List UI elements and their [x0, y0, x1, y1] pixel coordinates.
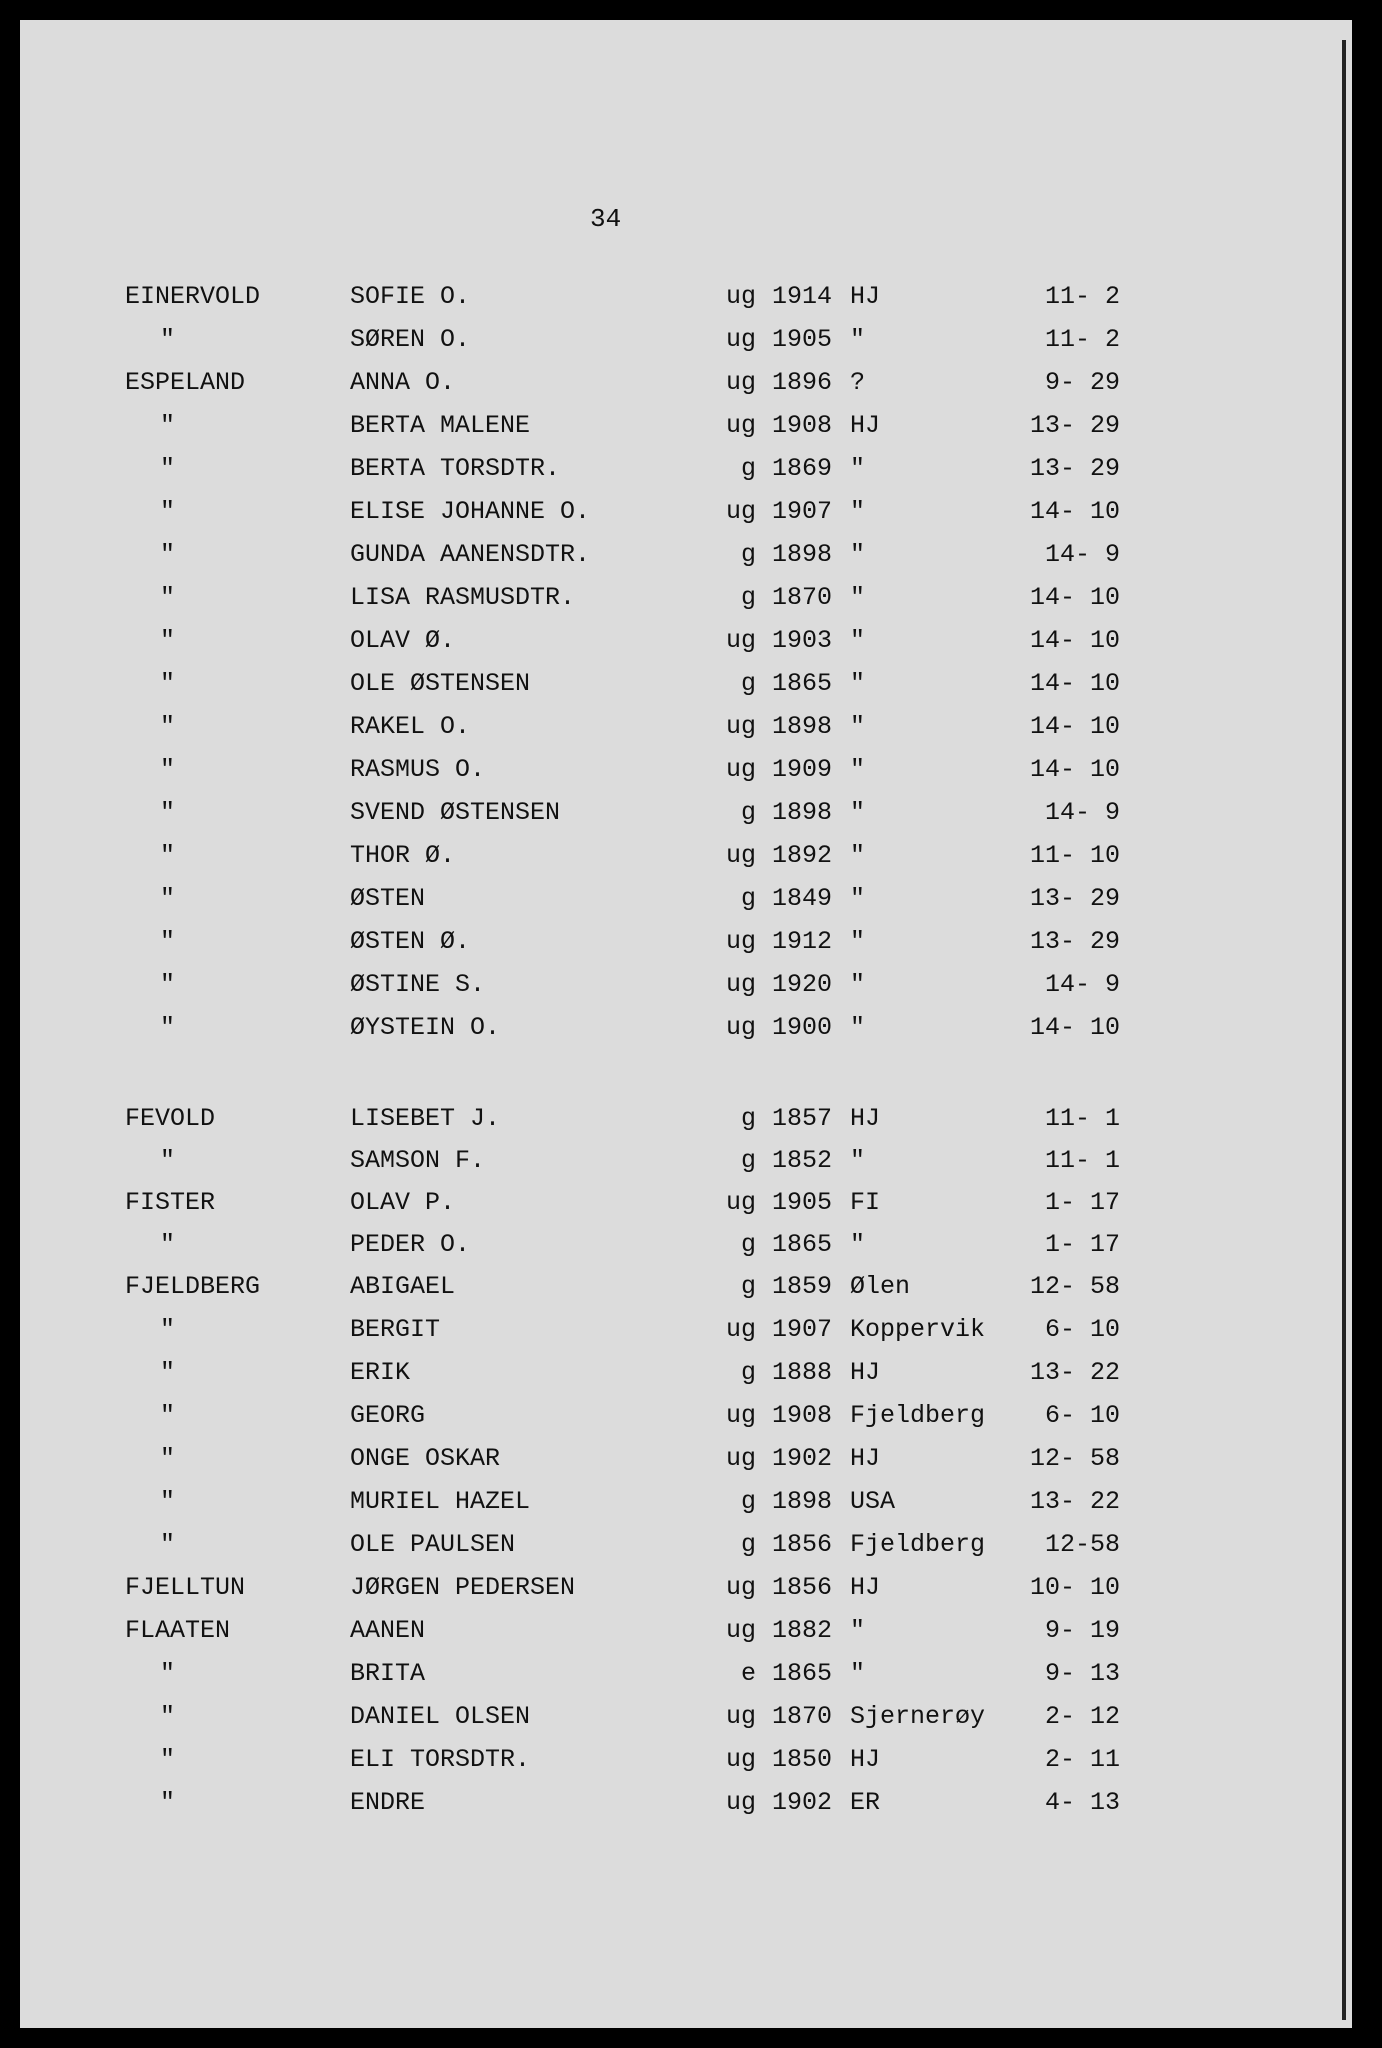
table-row — [20, 368, 1352, 408]
table-row — [20, 1616, 1352, 1656]
category-cell: ug — [725, 626, 756, 655]
place-cell: " — [160, 755, 176, 784]
reference-cell: 11- 2 — [1044, 325, 1120, 354]
year-cell: 1850 — [772, 1745, 833, 1774]
reference-cell: 14- 10 — [1029, 1013, 1120, 1042]
year-cell: 1865 — [772, 1230, 833, 1259]
location-cell: Fjeldberg — [850, 1401, 986, 1430]
location-cell: " — [850, 798, 866, 827]
place-cell: " — [160, 626, 176, 655]
category-cell: g — [740, 583, 756, 612]
reference-cell: 2- 11 — [1044, 1745, 1120, 1774]
category-cell: g — [740, 454, 756, 483]
reference-cell: 13- 29 — [1029, 884, 1120, 913]
location-cell: " — [850, 712, 866, 741]
location-cell: HJ — [850, 1745, 881, 1774]
table-row — [20, 1573, 1352, 1613]
reference-cell: 9- 19 — [1044, 1616, 1120, 1645]
year-cell: 1856 — [772, 1573, 833, 1602]
location-cell: " — [850, 841, 866, 870]
table-row — [20, 626, 1352, 666]
location-cell: HJ — [850, 1104, 881, 1133]
table-row — [20, 1487, 1352, 1527]
table-row — [20, 1745, 1352, 1785]
category-cell: ug — [725, 755, 756, 784]
place-cell: " — [160, 1702, 176, 1731]
table-row — [20, 798, 1352, 838]
name-cell: SOFIE O. — [350, 282, 471, 311]
location-cell: " — [850, 1146, 866, 1175]
reference-cell: 14- 10 — [1029, 497, 1120, 526]
year-cell: 1849 — [772, 884, 833, 913]
place-cell: FJELDBERG — [125, 1272, 261, 1301]
category-cell: g — [740, 884, 756, 913]
document-page — [20, 20, 1352, 2028]
reference-cell: 14- 10 — [1029, 583, 1120, 612]
reference-cell: 9- 29 — [1044, 368, 1120, 397]
table-row — [20, 1401, 1352, 1441]
reference-cell: 4- 13 — [1044, 1788, 1120, 1817]
year-cell: 1898 — [772, 798, 833, 827]
category-cell: ug — [725, 368, 756, 397]
location-cell: " — [850, 454, 866, 483]
year-cell: 1888 — [772, 1358, 833, 1387]
category-cell: g — [740, 1146, 756, 1175]
place-cell: " — [160, 411, 176, 440]
name-cell: SØREN O. — [350, 325, 471, 354]
location-cell: " — [850, 1230, 866, 1259]
place-cell: " — [160, 798, 176, 827]
year-cell: 1898 — [772, 540, 833, 569]
year-cell: 1905 — [772, 325, 833, 354]
location-cell: HJ — [850, 411, 881, 440]
name-cell: ANNA O. — [350, 368, 456, 397]
name-cell: LISA RASMUSDTR. — [350, 583, 576, 612]
year-cell: 1892 — [772, 841, 833, 870]
place-cell: FLAATEN — [125, 1616, 231, 1645]
category-cell: ug — [725, 282, 756, 311]
register-list — [20, 20, 1352, 2028]
year-cell: 1857 — [772, 1104, 833, 1133]
name-cell: SVEND ØSTENSEN — [350, 798, 561, 827]
place-cell: " — [160, 669, 176, 698]
table-row — [20, 1444, 1352, 1484]
name-cell: THOR Ø. — [350, 841, 456, 870]
name-cell: GUNDA AANENSDTR. — [350, 540, 591, 569]
name-cell: OLE PAULSEN — [350, 1530, 516, 1559]
place-cell: " — [160, 884, 176, 913]
table-row — [20, 1230, 1352, 1270]
name-cell: ØYSTEIN O. — [350, 1013, 501, 1042]
category-cell: g — [740, 1272, 756, 1301]
place-cell: " — [160, 1530, 176, 1559]
place-cell: " — [160, 1013, 176, 1042]
table-row — [20, 755, 1352, 795]
category-cell: ug — [725, 1444, 756, 1473]
table-row — [20, 540, 1352, 580]
place-cell: FJELLTUN — [125, 1573, 246, 1602]
location-cell: Koppervik — [850, 1315, 986, 1344]
reference-cell: 11- 10 — [1029, 841, 1120, 870]
location-cell: " — [850, 1616, 866, 1645]
category-cell: g — [740, 669, 756, 698]
location-cell: ER — [850, 1788, 881, 1817]
place-cell: " — [160, 1146, 176, 1175]
name-cell: ELI TORSDTR. — [350, 1745, 531, 1774]
place-cell: " — [160, 841, 176, 870]
reference-cell: 1- 17 — [1044, 1188, 1120, 1217]
table-row — [20, 841, 1352, 881]
location-cell: HJ — [850, 1444, 881, 1473]
category-cell: g — [740, 1487, 756, 1516]
year-cell: 1856 — [772, 1530, 833, 1559]
place-cell: " — [160, 497, 176, 526]
location-cell: " — [850, 755, 866, 784]
year-cell: 1908 — [772, 1401, 833, 1430]
table-row — [20, 669, 1352, 709]
name-cell: LISEBET J. — [350, 1104, 501, 1133]
category-cell: ug — [725, 1573, 756, 1602]
category-cell: ug — [725, 970, 756, 999]
name-cell: RASMUS O. — [350, 755, 486, 784]
name-cell: DANIEL OLSEN — [350, 1702, 531, 1731]
reference-cell: 1- 17 — [1044, 1230, 1120, 1259]
table-row — [20, 411, 1352, 451]
name-cell: GEORG — [350, 1401, 426, 1430]
year-cell: 1903 — [772, 626, 833, 655]
table-row — [20, 282, 1352, 322]
table-row — [20, 1013, 1352, 1053]
place-cell: " — [160, 970, 176, 999]
year-cell: 1870 — [772, 1702, 833, 1731]
table-row — [20, 712, 1352, 752]
category-cell: e — [740, 1659, 756, 1688]
name-cell: PEDER O. — [350, 1230, 471, 1259]
name-cell: SAMSON F. — [350, 1146, 486, 1175]
category-cell: ug — [725, 927, 756, 956]
location-cell: " — [850, 970, 866, 999]
location-cell: " — [850, 884, 866, 913]
location-cell: " — [850, 540, 866, 569]
location-cell: HJ — [850, 282, 881, 311]
reference-cell: 14- 10 — [1029, 626, 1120, 655]
location-cell: " — [850, 669, 866, 698]
name-cell: OLAV Ø. — [350, 626, 456, 655]
category-cell: g — [740, 1230, 756, 1259]
reference-cell: 14- 9 — [1044, 798, 1120, 827]
table-row — [20, 1104, 1352, 1144]
reference-cell: 12- 58 — [1029, 1272, 1120, 1301]
reference-cell: 12- 58 — [1029, 1444, 1120, 1473]
year-cell: 1865 — [772, 1659, 833, 1688]
reference-cell: 13- 29 — [1029, 454, 1120, 483]
table-row — [20, 1188, 1352, 1228]
year-cell: 1909 — [772, 755, 833, 784]
year-cell: 1902 — [772, 1444, 833, 1473]
category-cell: ug — [725, 411, 756, 440]
table-row — [20, 1272, 1352, 1312]
year-cell: 1920 — [772, 970, 833, 999]
reference-cell: 12-58 — [1044, 1530, 1120, 1559]
year-cell: 1870 — [772, 583, 833, 612]
location-cell: HJ — [850, 1573, 881, 1602]
location-cell: USA — [850, 1487, 896, 1516]
name-cell: OLE ØSTENSEN — [350, 669, 531, 698]
location-cell: " — [850, 626, 866, 655]
year-cell: 1902 — [772, 1788, 833, 1817]
place-cell: " — [160, 1444, 176, 1473]
name-cell: ERIK — [350, 1358, 411, 1387]
year-cell: 1914 — [772, 282, 833, 311]
reference-cell: 13- 29 — [1029, 927, 1120, 956]
place-cell: ESPELAND — [125, 368, 246, 397]
place-cell: " — [160, 1358, 176, 1387]
category-cell: ug — [725, 1702, 756, 1731]
location-cell: ? — [850, 368, 866, 397]
category-cell: ug — [725, 841, 756, 870]
reference-cell: 14- 10 — [1029, 669, 1120, 698]
place-cell: " — [160, 1230, 176, 1259]
location-cell: Fjeldberg — [850, 1530, 986, 1559]
table-row — [20, 1702, 1352, 1742]
place-cell: " — [160, 454, 176, 483]
category-cell: ug — [725, 497, 756, 526]
table-row — [20, 454, 1352, 494]
reference-cell: 14- 9 — [1044, 540, 1120, 569]
location-cell: " — [850, 1013, 866, 1042]
year-cell: 1896 — [772, 368, 833, 397]
reference-cell: 13- 22 — [1029, 1487, 1120, 1516]
category-cell: ug — [725, 1315, 756, 1344]
year-cell: 1865 — [772, 669, 833, 698]
category-cell: ug — [725, 1745, 756, 1774]
table-row — [20, 1659, 1352, 1699]
year-cell: 1907 — [772, 497, 833, 526]
table-row — [20, 1146, 1352, 1186]
category-cell: ug — [725, 1013, 756, 1042]
reference-cell: 6- 10 — [1044, 1315, 1120, 1344]
place-cell: " — [160, 583, 176, 612]
name-cell: ØSTEN — [350, 884, 426, 913]
category-cell: g — [740, 1358, 756, 1387]
table-row — [20, 497, 1352, 537]
reference-cell: 11- 1 — [1044, 1146, 1120, 1175]
place-cell: " — [160, 540, 176, 569]
table-row — [20, 1315, 1352, 1355]
year-cell: 1905 — [772, 1188, 833, 1217]
table-row — [20, 1788, 1352, 1828]
table-row — [20, 927, 1352, 967]
name-cell: BERGIT — [350, 1315, 441, 1344]
place-cell: " — [160, 1788, 176, 1817]
table-row — [20, 1530, 1352, 1570]
year-cell: 1852 — [772, 1146, 833, 1175]
location-cell: Ølen — [850, 1272, 911, 1301]
year-cell: 1907 — [772, 1315, 833, 1344]
name-cell: ØSTEN Ø. — [350, 927, 471, 956]
location-cell: FI — [850, 1188, 881, 1217]
reference-cell: 13- 29 — [1029, 411, 1120, 440]
name-cell: BERTA MALENE — [350, 411, 531, 440]
location-cell: " — [850, 1659, 866, 1688]
year-cell: 1882 — [772, 1616, 833, 1645]
category-cell: ug — [725, 1188, 756, 1217]
category-cell: g — [740, 540, 756, 569]
table-row — [20, 325, 1352, 365]
reference-cell: 10- 10 — [1029, 1573, 1120, 1602]
place-cell: EINERVOLD — [125, 282, 261, 311]
year-cell: 1859 — [772, 1272, 833, 1301]
name-cell: BERTA TORSDTR. — [350, 454, 561, 483]
category-cell: g — [740, 798, 756, 827]
name-cell: JØRGEN PEDERSEN — [350, 1573, 576, 1602]
name-cell: ENDRE — [350, 1788, 426, 1817]
place-cell: " — [160, 1487, 176, 1516]
location-cell: " — [850, 927, 866, 956]
location-cell: Sjernerøy — [850, 1702, 986, 1731]
location-cell: " — [850, 583, 866, 612]
place-cell: " — [160, 325, 176, 354]
year-cell: 1898 — [772, 712, 833, 741]
page-number: 34 — [590, 204, 622, 234]
location-cell: HJ — [850, 1358, 881, 1387]
category-cell: ug — [725, 712, 756, 741]
category-cell: ug — [725, 325, 756, 354]
year-cell: 1912 — [772, 927, 833, 956]
category-cell: g — [740, 1104, 756, 1133]
reference-cell: 11- 2 — [1044, 282, 1120, 311]
place-cell: " — [160, 712, 176, 741]
name-cell: MURIEL HAZEL — [350, 1487, 531, 1516]
reference-cell: 14- 10 — [1029, 755, 1120, 784]
place-cell: " — [160, 1745, 176, 1774]
table-row — [20, 1358, 1352, 1398]
place-cell: " — [160, 1401, 176, 1430]
location-cell: " — [850, 497, 866, 526]
place-cell: FISTER — [125, 1188, 216, 1217]
table-row — [20, 884, 1352, 924]
name-cell: ONGE OSKAR — [350, 1444, 501, 1473]
place-cell: FEVOLD — [125, 1104, 216, 1133]
reference-cell: 2- 12 — [1044, 1702, 1120, 1731]
place-cell: " — [160, 1659, 176, 1688]
year-cell: 1869 — [772, 454, 833, 483]
name-cell: ABIGAEL — [350, 1272, 456, 1301]
reference-cell: 9- 13 — [1044, 1659, 1120, 1688]
name-cell: BRITA — [350, 1659, 426, 1688]
category-cell: ug — [725, 1616, 756, 1645]
category-cell: ug — [725, 1401, 756, 1430]
category-cell: g — [740, 1530, 756, 1559]
table-row — [20, 970, 1352, 1010]
location-cell: " — [850, 325, 866, 354]
reference-cell: 11- 1 — [1044, 1104, 1120, 1133]
reference-cell: 14- 10 — [1029, 712, 1120, 741]
year-cell: 1898 — [772, 1487, 833, 1516]
reference-cell: 14- 9 — [1044, 970, 1120, 999]
reference-cell: 6- 10 — [1044, 1401, 1120, 1430]
name-cell: OLAV P. — [350, 1188, 456, 1217]
table-row — [20, 583, 1352, 623]
name-cell: AANEN — [350, 1616, 426, 1645]
name-cell: ELISE JOHANNE O. — [350, 497, 591, 526]
year-cell: 1900 — [772, 1013, 833, 1042]
name-cell: RAKEL O. — [350, 712, 471, 741]
place-cell: " — [160, 1315, 176, 1344]
year-cell: 1908 — [772, 411, 833, 440]
category-cell: ug — [725, 1788, 756, 1817]
place-cell: " — [160, 927, 176, 956]
name-cell: ØSTINE S. — [350, 970, 486, 999]
reference-cell: 13- 22 — [1029, 1358, 1120, 1387]
